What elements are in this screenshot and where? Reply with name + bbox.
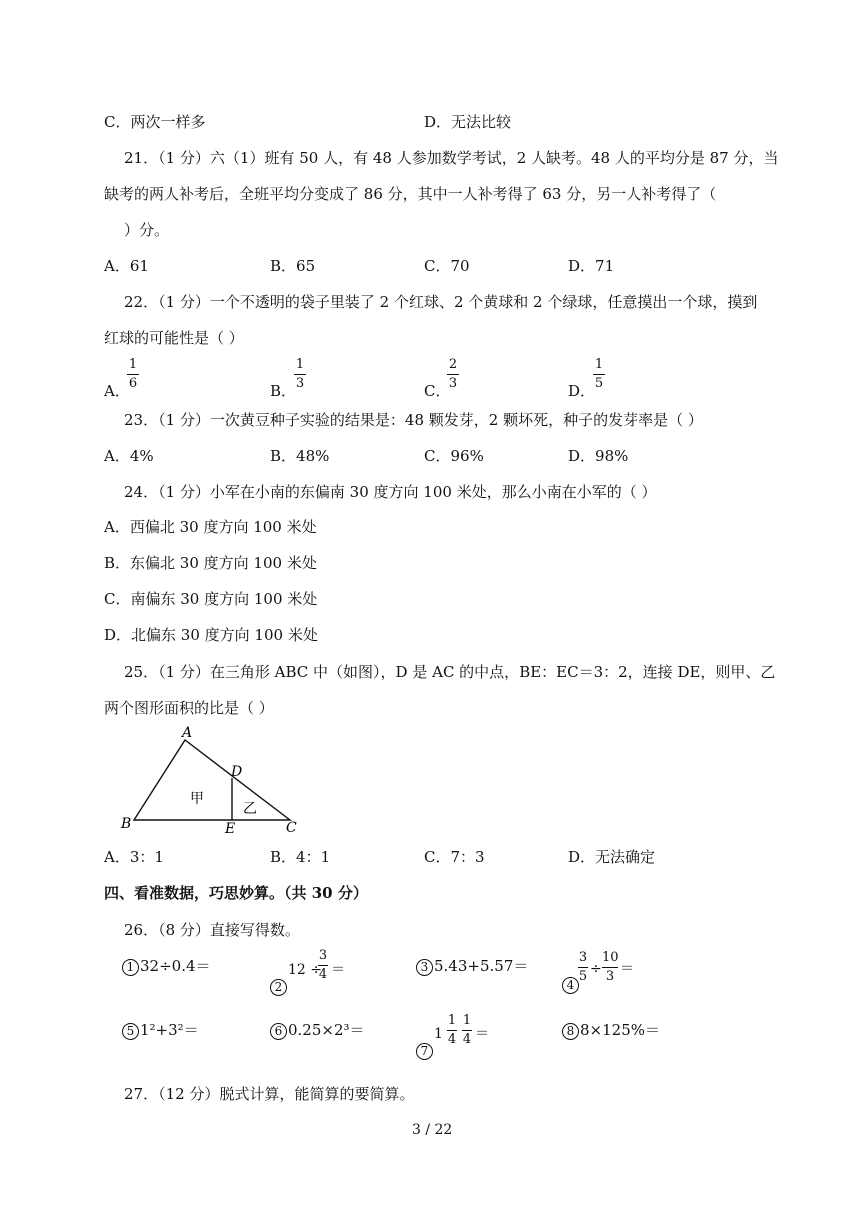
q24-option-d: D．北偏东 30 度方向 100 米处 — [104, 626, 318, 644]
q21-option-d: D．71 — [568, 257, 615, 275]
fraction-denominator: 3 — [295, 376, 305, 391]
fraction-numerator: 3 — [318, 948, 328, 963]
circled-number: 6 — [270, 1023, 287, 1040]
label-d: D — [231, 764, 243, 780]
q22-option-a-letter: A． — [104, 382, 130, 400]
fraction-numerator: 10 — [602, 950, 619, 965]
label-a: A — [182, 725, 193, 741]
q23-option-d: D．98% — [568, 447, 629, 465]
q26-item-7-fraction-2 — [462, 1014, 472, 1047]
q21-option-b: B．65 — [270, 257, 316, 275]
q26-item-3 — [416, 956, 528, 976]
q20-option-d: D．无法比较 — [424, 113, 512, 131]
fraction-denominator: 4 — [462, 1032, 472, 1047]
q25-option-b: B．4：1 — [270, 848, 331, 866]
fraction-numerator: 2 — [448, 357, 458, 372]
fraction-denominator: 5 — [594, 376, 604, 391]
q26-item-1 — [122, 956, 211, 976]
q26-item-2-marker — [270, 976, 288, 996]
q26-item-4-post: ＝ — [620, 961, 634, 977]
q21-option-a: A．61 — [104, 257, 149, 275]
q25-text-line1: 25．（1 分）在三角形 ABC 中（如图），D 是 AC 的中点，BE：EC＝3：2，连接 DE，则甲、乙 — [124, 663, 776, 681]
fraction-denominator: 4 — [447, 1032, 457, 1047]
q23-option-c: C．96% — [424, 447, 484, 465]
q21-text-line3: ）分。 — [124, 221, 170, 239]
q23-option-b: B．48% — [270, 447, 330, 465]
q25-text-line2: 两个图形面积的比是（ ） — [104, 699, 274, 717]
circled-number: 5 — [122, 1023, 139, 1040]
fraction-denominator: 6 — [128, 376, 138, 391]
q21-text-line1: 21．（1 分）六（1）班有 50 人，有 48 人参加数学考试，2 人缺考。48 人的平均分是 87 分，当 — [124, 149, 779, 167]
q26-item-6 — [270, 1020, 365, 1040]
circled-number: 7 — [416, 1043, 433, 1060]
q24-text-line1: 24．（1 分）小军在小南的东偏南 30 度方向 100 米处，那么小南在小军的（ ） — [124, 483, 657, 501]
q21-option-c: C．70 — [424, 257, 470, 275]
q23-text-line1: 23．（1 分）一次黄豆种子实验的结果是：48 颗发芽，2 颗坏死，种子的发芽率是（ ） — [124, 411, 703, 429]
expression: 5.43+5.57＝ — [434, 957, 529, 975]
page-number: 3 / 22 — [412, 1122, 453, 1138]
q22-text-line2: 红球的可能性是（ ） — [104, 329, 244, 347]
fraction-numerator: 1 — [462, 1013, 472, 1028]
fraction-denominator: 3 — [448, 376, 458, 391]
q26-item-2-fraction — [318, 949, 328, 982]
circled-number: 8 — [562, 1023, 579, 1040]
label-c: C — [286, 820, 297, 836]
q22-option-b-fraction — [294, 358, 306, 391]
q26-item-4-fraction-2 — [602, 951, 618, 984]
fraction-denominator: 3 — [605, 969, 615, 984]
expression: 1²+3²＝ — [140, 1021, 199, 1039]
circled-number: 4 — [562, 977, 579, 994]
q22-option-c-fraction — [447, 358, 459, 391]
fraction-numerator: 1 — [295, 357, 305, 372]
triangle-abc — [134, 740, 290, 820]
expression: 8×125%＝ — [580, 1021, 660, 1039]
triangle-figure — [110, 724, 310, 840]
label-b: B — [121, 816, 132, 832]
circled-number: 3 — [416, 959, 433, 976]
q25-option-a: A．3：1 — [104, 848, 164, 866]
q21-text-line2: 缺考的两人补考后，全班平均分变成了 86 分，其中一人补考得了 63 分，另一人补考得了（ — [104, 185, 717, 203]
q24-option-b: B．东偏北 30 度方向 100 米处 — [104, 554, 317, 572]
q26-item-7-pre: 1 — [434, 1026, 443, 1042]
fraction-denominator: 5 — [578, 969, 588, 984]
q26-item-5 — [122, 1020, 199, 1040]
q26-item-8 — [562, 1020, 660, 1040]
q26-item-2-post: ＝ — [331, 962, 345, 978]
label-e: E — [225, 821, 236, 837]
fraction-numerator: 1 — [128, 357, 138, 372]
q26-item-4-fraction-1 — [578, 951, 588, 984]
q22-option-d-fraction — [593, 358, 605, 391]
expression: 0.25×2³＝ — [288, 1021, 365, 1039]
label-jia: 甲 — [190, 791, 204, 807]
fraction-numerator: 3 — [578, 950, 588, 965]
q26-text-line1: 26．（8 分）直接写得数。 — [124, 921, 300, 939]
label-yi: 乙 — [243, 801, 257, 817]
q26-item-4-operator: ÷ — [590, 961, 602, 977]
q26-item-2-pre: 12 ÷ — [288, 962, 322, 978]
q22-option-a-fraction — [127, 358, 139, 391]
q27-text-line1: 27．（12 分）脱式计算，能简算的要简算。 — [124, 1085, 415, 1103]
fraction-numerator: 1 — [447, 1013, 457, 1028]
section-heading: 四、看准数据，巧思妙算。（共 30 分） — [104, 884, 368, 902]
fraction-numerator: 1 — [594, 357, 604, 372]
q22-option-c-letter: C． — [424, 382, 451, 400]
q26-item-7-fraction-1 — [447, 1014, 457, 1047]
circled-number: 2 — [270, 979, 287, 996]
q24-option-a: A．西偏北 30 度方向 100 米处 — [104, 518, 317, 536]
q24-option-c: C．南偏东 30 度方向 100 米处 — [104, 590, 318, 608]
q26-item-7-post: ＝ — [475, 1026, 489, 1042]
q22-option-b-letter: B． — [270, 382, 297, 400]
q25-option-c: C．7：3 — [424, 848, 485, 866]
expression: 32÷0.4＝ — [140, 957, 211, 975]
fraction-denominator: 4 — [318, 967, 328, 982]
q22-option-d-letter: D． — [568, 382, 596, 400]
circled-number: 1 — [122, 959, 139, 976]
q26-item-7-marker — [416, 1040, 434, 1060]
q20-option-c: C．两次一样多 — [104, 113, 206, 131]
q22-text-line1: 22．（1 分）一个不透明的袋子里装了 2 个红球、2 个黄球和 2 个绿球，任意摸出一个球，摸到 — [124, 293, 758, 311]
q23-option-a: A．4% — [104, 447, 154, 465]
q25-option-d: D．无法确定 — [568, 848, 656, 866]
